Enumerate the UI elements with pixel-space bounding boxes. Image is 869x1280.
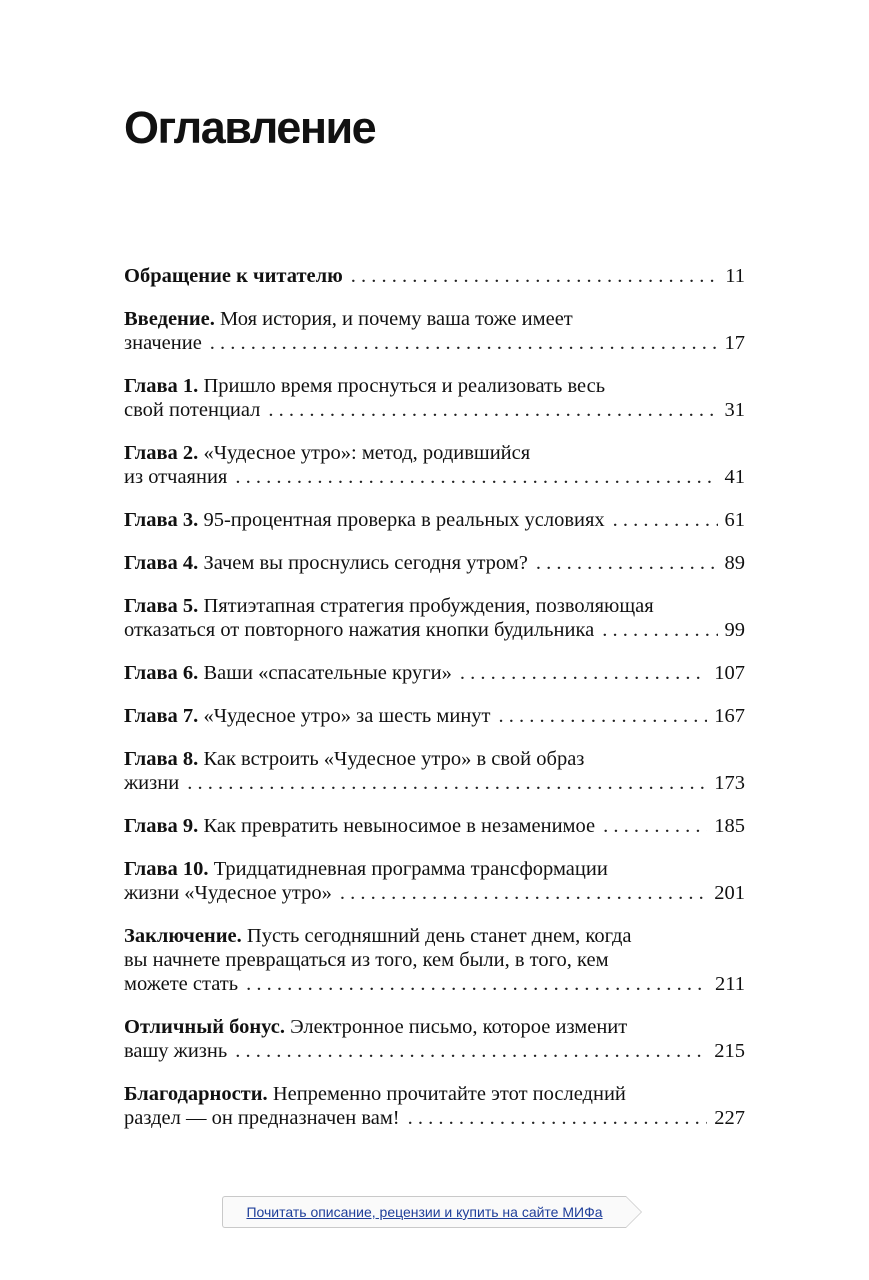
toc-entry-text: жизни xyxy=(124,772,180,794)
toc-entry-lead: Заключение. xyxy=(124,925,242,947)
toc-entry-lead: Глава 3. xyxy=(124,509,199,531)
toc-entry-text: Пришло время проснуться и реализовать весь xyxy=(203,375,606,397)
toc-entry-text: значение xyxy=(124,332,202,354)
page-number: 11 xyxy=(725,265,745,287)
toc-entry-text: «Чудесное утро»: метод, родившийся xyxy=(203,442,531,464)
toc-entry-text: 95-процентная проверка в реальных условиях xyxy=(203,509,605,531)
page-number: 41 xyxy=(724,466,745,488)
toc-entry[interactable] xyxy=(124,307,745,355)
toc-entry-lead: Глава 7. xyxy=(124,705,199,727)
page-number: 173 xyxy=(714,772,745,794)
toc-entry-text: Как встроить «Чудесное утро» в свой образ xyxy=(203,748,585,770)
toc-entry[interactable] xyxy=(124,924,745,996)
dot-leader xyxy=(235,1039,707,1063)
page-number: 61 xyxy=(724,509,745,531)
table-of-contents xyxy=(124,264,745,1149)
toc-entry-text: «Чудесное утро» за шесть минут xyxy=(203,705,491,727)
page-number: 227 xyxy=(714,1107,745,1129)
page-number: 89 xyxy=(724,552,745,574)
toc-entry-lead: Глава 6. xyxy=(124,662,199,684)
toc-entry-text: свой потенциал xyxy=(124,399,261,421)
dot-leader xyxy=(613,508,718,532)
toc-entry-text: Пусть сегодняшний день станет днем, когда xyxy=(246,925,632,947)
toc-entry-lead: Введение. xyxy=(124,308,215,330)
dot-leader xyxy=(499,704,708,728)
page-number: 31 xyxy=(724,399,745,421)
page-number: 211 xyxy=(715,973,745,995)
dot-leader xyxy=(268,398,717,422)
toc-entry-text: вашу жизнь xyxy=(124,1040,228,1062)
toc-entry[interactable] xyxy=(124,857,745,905)
page-number: 185 xyxy=(714,815,745,837)
dot-leader xyxy=(602,618,717,642)
toc-entry-lead: Глава 5. xyxy=(124,595,199,617)
dot-leader xyxy=(210,331,718,355)
toc-entry[interactable] xyxy=(124,747,745,795)
toc-entry-text: Как превратить невыносимое в незаменимое xyxy=(203,815,596,837)
toc-entry-lead: Глава 2. xyxy=(124,442,199,464)
toc-entry-text: жизни «Чудесное утро» xyxy=(124,882,332,904)
dot-leader xyxy=(460,661,707,685)
toc-entry-text: Непременно прочитайте этот последний xyxy=(272,1083,626,1105)
page-number: 99 xyxy=(724,619,745,641)
toc-entry-text: Моя история, и почему ваша тоже имеет xyxy=(220,308,573,330)
toc-entry[interactable] xyxy=(124,508,745,532)
page-title: Оглавление xyxy=(124,102,376,153)
toc-entry-lead: Глава 4. xyxy=(124,552,199,574)
dot-leader xyxy=(187,771,707,795)
toc-entry-lead: Глава 9. xyxy=(124,815,199,837)
toc-entry-text: из отчаяния xyxy=(124,466,228,488)
page-number: 107 xyxy=(714,662,745,684)
toc-entry-text: вы начнете превращаться из того, кем были, в того, кем xyxy=(124,949,609,971)
page-number: 167 xyxy=(714,705,745,727)
toc-entry[interactable] xyxy=(124,264,745,288)
page-number: 17 xyxy=(724,332,745,354)
toc-entry-text: Ваши «спасательные круги» xyxy=(203,662,452,684)
toc-entry[interactable] xyxy=(124,704,745,728)
dot-leader xyxy=(340,881,707,905)
toc-entry-lead: Отличный бонус. xyxy=(124,1016,286,1038)
toc-entry-text: можете стать xyxy=(124,973,239,995)
buy-link-label[interactable]: Почитать описание, рецензии и купить на сайте МИФа xyxy=(246,1204,603,1220)
dot-leader xyxy=(235,465,717,489)
toc-entry-lead: Глава 1. xyxy=(124,375,199,397)
toc-entry-text: Зачем вы проснулись сегодня утром? xyxy=(203,552,528,574)
dot-leader xyxy=(246,972,708,996)
toc-entry[interactable] xyxy=(124,441,745,489)
toc-entry[interactable] xyxy=(124,594,745,642)
buy-link-button[interactable] xyxy=(222,1196,626,1228)
toc-entry-text: Пятиэтапная стратегия пробуждения, позволяющая xyxy=(203,595,654,617)
dot-leader xyxy=(351,264,718,288)
dot-leader xyxy=(603,814,707,838)
toc-entry[interactable] xyxy=(124,661,745,685)
dot-leader xyxy=(536,551,718,575)
toc-entry[interactable] xyxy=(124,374,745,422)
toc-entry-text: Электронное письмо, которое изменит xyxy=(290,1016,628,1038)
toc-entry-lead: Благодарности. xyxy=(124,1083,268,1105)
toc-entry-text: раздел — он предназначен вам! xyxy=(124,1107,400,1129)
dot-leader xyxy=(408,1106,708,1130)
toc-entry[interactable] xyxy=(124,1015,745,1063)
toc-entry-text: отказаться от повторного нажатия кнопки будильника xyxy=(124,619,595,641)
toc-entry-lead: Глава 10. xyxy=(124,858,209,880)
toc-entry-lead: Глава 8. xyxy=(124,748,199,770)
page-number: 215 xyxy=(714,1040,745,1062)
toc-entry-text: Тридцатидневная программа трансформации xyxy=(213,858,608,880)
page-number: 201 xyxy=(714,882,745,904)
toc-entry[interactable] xyxy=(124,814,745,838)
toc-entry[interactable] xyxy=(124,551,745,575)
toc-entry[interactable] xyxy=(124,1082,745,1130)
toc-entry-lead: Обращение к читателю xyxy=(124,265,343,287)
